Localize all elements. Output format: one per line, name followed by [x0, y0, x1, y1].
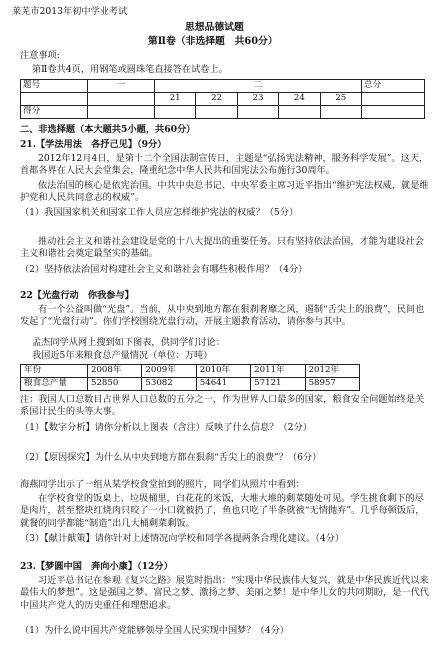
volume-title: 第Ⅱ卷（非选择题 共60分）	[148, 36, 278, 47]
score-cell	[362, 106, 425, 119]
table-value: 54641	[196, 378, 250, 391]
score-row-label: 得分	[21, 106, 88, 119]
score-cell	[362, 93, 425, 106]
subject-title: 思想品德试题	[185, 22, 244, 33]
score-header-part2: 二	[155, 80, 362, 93]
q23-paragraph-1: 习近平总书记在参观《复兴之路》展览时指出：“实现中华民族伟大复兴，就是中华民族近代以来最伟大的梦想”。这是强国之梦、富民之梦、激扬之梦、美丽之梦！是中华儿女的共同期盼，是一代代中国共产党人的历史重任和理想追求。	[20, 575, 429, 611]
q21-question-2: （2）坚持依法治国对构建社会主义和谐社会有哪些积极作用？（4分）	[20, 264, 308, 275]
q22-question-3: （3）【献计献策】请你针对上述情况向学校和同学各提两条合理化建议。（4分）	[20, 533, 345, 544]
table-year: 2010年	[196, 365, 250, 378]
score-cell	[237, 106, 278, 119]
table-value: 53082	[142, 378, 196, 391]
notice-text: 第Ⅱ卷共4页，用钢笔或圆珠笔直接答在试卷上。	[32, 64, 228, 75]
section-title: 二、非选择题（本大题共5小题，共60分）	[20, 124, 196, 135]
q22-note: 注：我国人口总数目占世界人口总数的五分之一，作为世界人口最多的国家，粮食安全问题始终是关系国计民生的头等大事。	[20, 394, 425, 418]
score-q-number: 21	[155, 93, 196, 106]
score-cell	[88, 93, 155, 106]
score-table	[20, 79, 425, 119]
score-q-number: 23	[237, 93, 278, 106]
exam-title: 莱芜市2013年初中学业考试	[12, 6, 128, 17]
q22-paragraph-2: 孟杰同学从网上搜到如下图表，供同学们讨论：	[32, 337, 225, 348]
table-year: 2008年	[88, 365, 142, 378]
grain-production-table	[20, 364, 360, 391]
q21-title: 21.【学法用法 各抒己见】（9分）	[20, 139, 167, 150]
score-header-part1: 一	[88, 80, 155, 93]
table-value: 52850	[88, 378, 142, 391]
q23-title: 23.【梦圆中国 奔向小康】（12分）	[20, 561, 173, 572]
table-year-label: 年份	[21, 365, 88, 378]
score-q-number: 25	[320, 93, 361, 106]
q23-question-1: （1）为什么说中国共产党能够领导全国人民实现中国梦？（4分）	[20, 625, 289, 636]
table-value-label: 粮食总产量	[21, 378, 88, 391]
notice-label: 注意事项:	[20, 50, 60, 61]
score-cell	[21, 93, 88, 106]
q21-paragraph-2: 依法治国的核心是依宪治国。中共中央总书记、中央军委主席习近平指出“维护宪法权威，就是维护党和人民共同意志的权威”。	[20, 180, 429, 204]
q22-paragraph-3: 海燕同学出示了一组从某学校食堂拍到的照片，同学们从照片中看到：	[20, 479, 305, 490]
table-value: 57121	[251, 378, 305, 391]
score-cell	[88, 106, 155, 119]
score-cell	[279, 106, 320, 119]
q22-question-2: （2）【原因探究】为什么从中央到地方都在狠刹“舌尖上的浪费”？（6分）	[20, 452, 322, 463]
score-header-total: 总分	[362, 80, 425, 93]
q22-title: 22【光盘行动 你我参与】	[20, 290, 134, 301]
table-value: 58957	[305, 378, 359, 391]
score-q-number: 22	[196, 93, 237, 106]
score-cell	[320, 106, 361, 119]
q22-question-1: （1）【数字分析】请你分析以上图表（含注）反映了什么信息？（2分）	[20, 422, 312, 433]
q21-paragraph-3: 推动社会主义和谐社会建设是党的十八大提出的重要任务。只有坚持依法治国，才能为建设社会主义和谐社会奠定最坚实的基础。	[20, 236, 424, 260]
score-q-number: 24	[279, 93, 320, 106]
score-header-label: 题号	[21, 80, 88, 93]
table-year: 2009年	[142, 365, 196, 378]
score-cell	[155, 106, 196, 119]
q22-paragraph-4: 在学校食堂的饭桌上、垃圾桶里，白花花的米饭，大堆大堆的剩菜随处可见。学生挑食剩下的尽是肉片，甚至整块红烧肉只咬了一小口就被扔了，鱼也只吃了半条就被“无情抛弃”。几乎每顿饭后，就餐的同学都能“制造”出几大桶剩菜剩饭。	[20, 493, 425, 529]
table-year: 2012年	[305, 365, 359, 378]
table-year: 2011年	[251, 365, 305, 378]
table-caption: 我国近5年来粮食总产量情况（单位：万吨）	[32, 350, 213, 361]
score-cell	[196, 106, 237, 119]
q21-question-1: （1）我国国家机关和国家工作人员应怎样维护宪法的权威？（5分）	[20, 207, 299, 218]
q22-paragraph-1: 有一个公益叫做“光盘”。当前，从中央到地方都在狠刹奢靡之风，遏制“舌尖上的浪费”，民间也发起了“光盘行动”。你们学校围绕光盘行动，开展主题教育活动，请你参与其中。	[20, 304, 425, 328]
q21-paragraph-1: 2012年12月4日，是第十二个全国法制宣传日，主题是“弘扬宪法精神，服务科学发展”。这天，首都各界在人民大会堂集会，隆重纪念中华人民共和国宪法公布施行30周年。	[20, 153, 429, 177]
